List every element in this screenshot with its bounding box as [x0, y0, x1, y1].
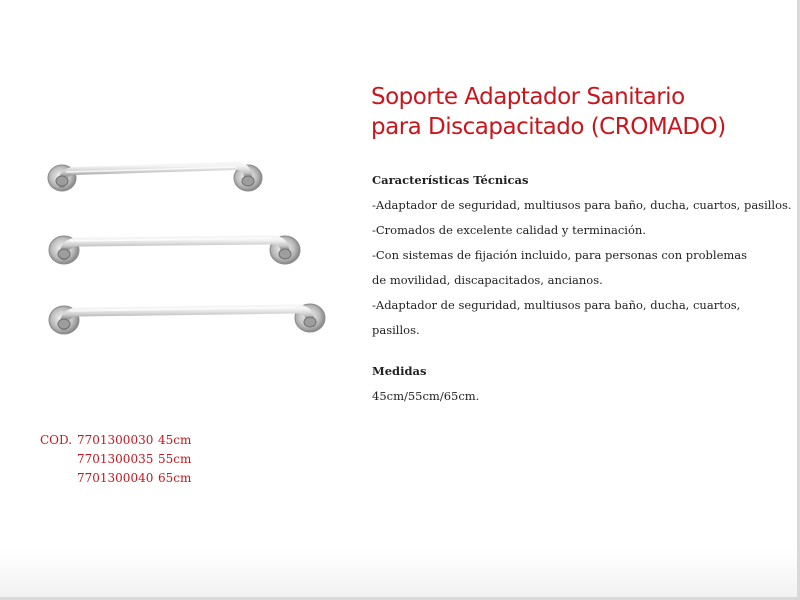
measures-section	[372, 363, 672, 404]
measures-value: 45cm/55cm/65cm.	[372, 389, 480, 403]
code-size: 65cm	[158, 471, 192, 485]
spec-line: -Cromados de excelente calidad y terminación.	[372, 223, 646, 237]
technical-specs	[372, 172, 792, 347]
spec-line: de movilidad, discapacitados, ancianos.	[372, 273, 603, 287]
product-title-line1: Soporte Adaptador Sanitario	[371, 84, 685, 110]
spec-line: -Con sistemas de fijación incluido, para personas con problemas	[372, 248, 748, 262]
grab-bar-45cm	[48, 165, 262, 191]
measures-heading: Medidas	[372, 364, 427, 378]
spec-line: -Adaptador de seguridad, multiusos para baño, ducha, cuartos,	[372, 298, 741, 312]
code-size: 45cm	[158, 433, 192, 447]
code-number: 7701300030	[77, 433, 154, 447]
code-prefix: COD.	[40, 433, 73, 447]
code-number: 7701300035	[77, 452, 154, 466]
code-number: 7701300040	[77, 471, 154, 485]
grab-bar-55cm	[49, 236, 300, 264]
code-size: 55cm	[158, 452, 192, 466]
spec-line: -Adaptador de seguridad, multiusos para baño, ducha, cuartos, pasillos.	[372, 198, 792, 212]
spec-line: pasillos.	[372, 323, 420, 337]
product-images	[40, 150, 340, 350]
product-title	[371, 82, 791, 142]
product-title-line2: para Discapacitado (CROMADO)	[371, 114, 726, 140]
grab-bar-65cm	[49, 304, 325, 334]
specs-heading: Características Técnicas	[372, 173, 529, 187]
grab-bars-illustration	[40, 150, 340, 350]
